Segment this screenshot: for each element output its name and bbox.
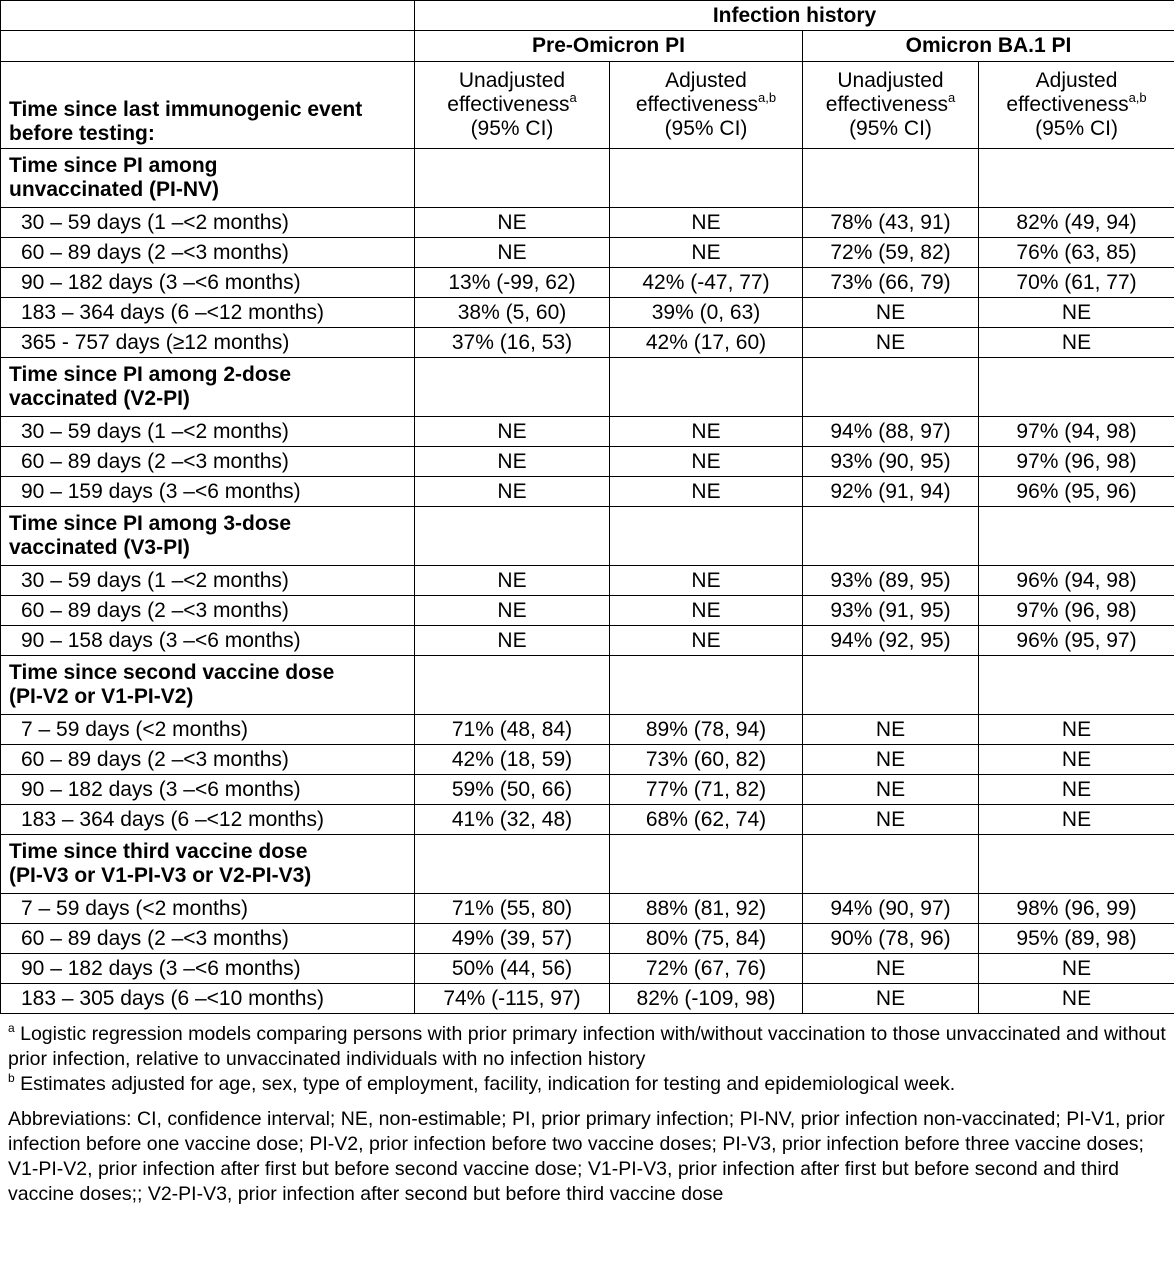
value-cell: 78% (43, 91) bbox=[803, 208, 979, 238]
section-label-line: vaccinated (V3-PI) bbox=[9, 536, 190, 559]
value-cell: 49% (39, 57) bbox=[415, 924, 610, 954]
column-header-line: effectiveness bbox=[447, 93, 570, 116]
row-label: 60 – 89 days (2 –<3 months) bbox=[1, 238, 415, 268]
value-cell: NE bbox=[979, 328, 1174, 358]
abbreviations: Abbreviations: CI, confidence interval; NE, non-estimable; PI, prior primary infection; PI-NV, prior infection non-vaccinated; PI-V1, prior infection before one vaccine dose; PI-V2, prior infection before two vaccine doses; PI-V3, prior infection before three vaccine doses; V1-PI-V2, prior infection after first but before second vaccine dose; V1-PI-V3, prior infection after first but before second and third vaccine doses;; V2-PI-V3, prior infection after second but before third vaccine dose bbox=[8, 1108, 1165, 1205]
table-row bbox=[1, 715, 1174, 745]
section-label bbox=[1, 656, 415, 715]
row-label: 30 – 59 days (1 –<2 months) bbox=[1, 417, 415, 447]
empty-cell bbox=[803, 358, 979, 417]
row-label: 7 – 59 days (<2 months) bbox=[1, 715, 415, 745]
value-cell: NE bbox=[610, 208, 803, 238]
column-header-line: Unadjusted bbox=[458, 69, 566, 92]
value-cell: 95% (89, 98) bbox=[979, 924, 1174, 954]
infection-history-header: Infection history bbox=[415, 1, 1174, 31]
empty-cell bbox=[415, 149, 610, 208]
value-cell: 94% (92, 95) bbox=[803, 626, 979, 656]
row-label: 60 – 89 days (2 –<3 months) bbox=[1, 924, 415, 954]
value-cell: NE bbox=[979, 984, 1174, 1014]
value-cell: NE bbox=[610, 477, 803, 507]
value-cell: 82% (49, 94) bbox=[979, 208, 1174, 238]
table-row bbox=[1, 894, 1174, 924]
empty-cell bbox=[803, 656, 979, 715]
value-cell: NE bbox=[610, 417, 803, 447]
value-cell: 13% (-99, 62) bbox=[415, 268, 610, 298]
empty-cell bbox=[610, 656, 803, 715]
value-cell: 93% (89, 95) bbox=[803, 566, 979, 596]
section-row bbox=[1, 656, 1174, 715]
row-label: 60 – 89 days (2 –<3 months) bbox=[1, 745, 415, 775]
value-cell: NE bbox=[415, 566, 610, 596]
value-cell: NE bbox=[803, 805, 979, 835]
empty-cell bbox=[803, 507, 979, 566]
footnote-mark: a bbox=[947, 90, 956, 105]
section-row bbox=[1, 835, 1174, 894]
section-label-line: Time since PI among 3-dose bbox=[9, 512, 292, 535]
empty-cell bbox=[610, 358, 803, 417]
empty-cell bbox=[979, 507, 1174, 566]
value-cell: 96% (95, 97) bbox=[979, 626, 1174, 656]
footnote-text: Logistic regression models comparing persons with prior primary infection with/without vaccination to those unvaccinated and without prior infection, relative to unvaccinated individuals with no infection history bbox=[8, 1023, 1166, 1070]
row-label: 183 – 305 days (6 –<10 months) bbox=[1, 984, 415, 1014]
row-label: 365 - 757 days (≥12 months) bbox=[1, 328, 415, 358]
value-cell: 73% (60, 82) bbox=[610, 745, 803, 775]
table-row bbox=[1, 775, 1174, 805]
value-cell: NE bbox=[415, 447, 610, 477]
value-cell: 94% (88, 97) bbox=[803, 417, 979, 447]
table-row bbox=[1, 298, 1174, 328]
value-cell: 72% (67, 76) bbox=[610, 954, 803, 984]
section-label bbox=[1, 358, 415, 417]
section-label bbox=[1, 149, 415, 208]
corner-blank-2 bbox=[1, 31, 415, 62]
value-cell: NE bbox=[610, 566, 803, 596]
table-row bbox=[1, 417, 1174, 447]
empty-cell bbox=[979, 835, 1174, 894]
section-row bbox=[1, 149, 1174, 208]
section-label-line: Time since PI among 2-dose bbox=[9, 363, 292, 386]
value-cell: 38% (5, 60) bbox=[415, 298, 610, 328]
value-cell: 97% (96, 98) bbox=[979, 596, 1174, 626]
footnote-mark: a bbox=[569, 90, 577, 105]
value-cell: 50% (44, 56) bbox=[415, 954, 610, 984]
column-header bbox=[415, 62, 610, 149]
column-header-line: (95% CI) bbox=[470, 117, 554, 140]
empty-cell bbox=[979, 656, 1174, 715]
column-header-line: (95% CI) bbox=[1035, 117, 1118, 140]
value-cell: 41% (32, 48) bbox=[415, 805, 610, 835]
row-label: 30 – 59 days (1 –<2 months) bbox=[1, 208, 415, 238]
row-label: 90 – 182 days (3 –<6 months) bbox=[1, 775, 415, 805]
column-header bbox=[979, 62, 1174, 149]
value-cell: NE bbox=[803, 745, 979, 775]
value-cell: NE bbox=[415, 596, 610, 626]
footnote-mark: a,b bbox=[1128, 90, 1147, 105]
section-row bbox=[1, 358, 1174, 417]
row-label: 7 – 59 days (<2 months) bbox=[1, 894, 415, 924]
value-cell: NE bbox=[610, 447, 803, 477]
value-cell: 92% (91, 94) bbox=[803, 477, 979, 507]
value-cell: NE bbox=[610, 626, 803, 656]
value-cell: 68% (62, 74) bbox=[610, 805, 803, 835]
value-cell: 37% (16, 53) bbox=[415, 328, 610, 358]
row-label: 90 – 158 days (3 –<6 months) bbox=[1, 626, 415, 656]
footnote-mark: b bbox=[8, 1071, 15, 1085]
row-label: 60 – 89 days (2 –<3 months) bbox=[1, 447, 415, 477]
empty-cell bbox=[415, 358, 610, 417]
footnote-b bbox=[8, 1072, 1166, 1097]
column-header bbox=[803, 62, 979, 149]
value-cell: NE bbox=[415, 208, 610, 238]
value-cell: NE bbox=[979, 298, 1174, 328]
table-row bbox=[1, 208, 1174, 238]
table-row bbox=[1, 924, 1174, 954]
value-cell: 72% (59, 82) bbox=[803, 238, 979, 268]
value-cell: 42% (17, 60) bbox=[610, 328, 803, 358]
value-cell: 97% (96, 98) bbox=[979, 447, 1174, 477]
table-row bbox=[1, 626, 1174, 656]
value-cell: NE bbox=[803, 984, 979, 1014]
column-header bbox=[610, 62, 803, 149]
value-cell: 76% (63, 85) bbox=[979, 238, 1174, 268]
value-cell: NE bbox=[979, 775, 1174, 805]
table-row bbox=[1, 805, 1174, 835]
column-header-line: (95% CI) bbox=[664, 117, 748, 140]
value-cell: 90% (78, 96) bbox=[803, 924, 979, 954]
value-cell: NE bbox=[979, 745, 1174, 775]
value-cell: 42% (18, 59) bbox=[415, 745, 610, 775]
table-row bbox=[1, 477, 1174, 507]
section-label-line: Time since PI among bbox=[9, 154, 218, 177]
value-cell: NE bbox=[979, 805, 1174, 835]
column-header-line: Unadjusted bbox=[837, 69, 944, 92]
value-cell: 82% (-109, 98) bbox=[610, 984, 803, 1014]
value-cell: NE bbox=[979, 954, 1174, 984]
table-row bbox=[1, 954, 1174, 984]
empty-cell bbox=[610, 149, 803, 208]
value-cell: 59% (50, 66) bbox=[415, 775, 610, 805]
empty-cell bbox=[610, 507, 803, 566]
value-cell: NE bbox=[979, 715, 1174, 745]
empty-cell bbox=[415, 835, 610, 894]
empty-cell bbox=[979, 358, 1174, 417]
empty-cell bbox=[803, 149, 979, 208]
value-cell: NE bbox=[803, 775, 979, 805]
value-cell: 94% (90, 97) bbox=[803, 894, 979, 924]
column-header-line: effectiveness bbox=[825, 93, 948, 116]
footnote-mark: a,b bbox=[758, 90, 777, 105]
section-label bbox=[1, 835, 415, 894]
value-cell: 93% (90, 95) bbox=[803, 447, 979, 477]
empty-cell bbox=[415, 656, 610, 715]
table-row bbox=[1, 447, 1174, 477]
section-label bbox=[1, 507, 415, 566]
value-cell: 74% (-115, 97) bbox=[415, 984, 610, 1014]
section-row bbox=[1, 507, 1174, 566]
column-header-line: (95% CI) bbox=[849, 117, 932, 140]
value-cell: 93% (91, 95) bbox=[803, 596, 979, 626]
corner-label: Time since last immunogenic event before testing: bbox=[1, 62, 415, 149]
value-cell: 88% (81, 92) bbox=[610, 894, 803, 924]
value-cell: NE bbox=[415, 626, 610, 656]
value-cell: NE bbox=[803, 328, 979, 358]
value-cell: NE bbox=[415, 477, 610, 507]
value-cell: 97% (94, 98) bbox=[979, 417, 1174, 447]
section-label-line: (PI-V2 or V1-PI-V2) bbox=[9, 685, 194, 708]
section-label-line: Time since second vaccine dose bbox=[9, 661, 335, 684]
value-cell: NE bbox=[610, 238, 803, 268]
section-label-line: vaccinated (V2-PI) bbox=[9, 387, 190, 410]
row-label: 90 – 182 days (3 –<6 months) bbox=[1, 954, 415, 984]
footnote-a bbox=[8, 1022, 1166, 1072]
value-cell: 77% (71, 82) bbox=[610, 775, 803, 805]
section-label-line: (PI-V3 or V1-PI-V3 or V2-PI-V3) bbox=[9, 864, 312, 887]
table-row bbox=[1, 984, 1174, 1014]
section-label-line: Time since third vaccine dose bbox=[9, 840, 308, 863]
value-cell: NE bbox=[610, 596, 803, 626]
empty-cell bbox=[803, 835, 979, 894]
value-cell: NE bbox=[803, 715, 979, 745]
row-label: 30 – 59 days (1 –<2 months) bbox=[1, 566, 415, 596]
value-cell: 73% (66, 79) bbox=[803, 268, 979, 298]
column-header-line: Adjusted bbox=[665, 69, 747, 92]
row-label: 183 – 364 days (6 –<12 months) bbox=[1, 298, 415, 328]
section-label-line: unvaccinated (PI-NV) bbox=[9, 178, 220, 201]
table-body bbox=[1, 149, 1174, 1014]
value-cell: NE bbox=[803, 298, 979, 328]
empty-cell bbox=[979, 149, 1174, 208]
column-header-line: effectiveness bbox=[635, 93, 759, 116]
group-header-pre-omicron: Pre-Omicron PI bbox=[415, 31, 803, 62]
value-cell: 39% (0, 63) bbox=[610, 298, 803, 328]
value-cell: 42% (-47, 77) bbox=[610, 268, 803, 298]
value-cell: 71% (48, 84) bbox=[415, 715, 610, 745]
value-cell: 96% (95, 96) bbox=[979, 477, 1174, 507]
row-label: 183 – 364 days (6 –<12 months) bbox=[1, 805, 415, 835]
table-row bbox=[1, 328, 1174, 358]
row-label: 90 – 159 days (3 –<6 months) bbox=[1, 477, 415, 507]
value-cell: 98% (96, 99) bbox=[979, 894, 1174, 924]
value-cell: 89% (78, 94) bbox=[610, 715, 803, 745]
value-cell: 80% (75, 84) bbox=[610, 924, 803, 954]
footnote-mark: a bbox=[8, 1021, 15, 1035]
table-row bbox=[1, 238, 1174, 268]
table-row bbox=[1, 596, 1174, 626]
value-cell: 70% (61, 77) bbox=[979, 268, 1174, 298]
empty-cell bbox=[610, 835, 803, 894]
value-cell: NE bbox=[415, 238, 610, 268]
empty-cell bbox=[415, 507, 610, 566]
table-row bbox=[1, 745, 1174, 775]
table-row bbox=[1, 268, 1174, 298]
corner-blank bbox=[1, 1, 415, 31]
row-label: 60 – 89 days (2 –<3 months) bbox=[1, 596, 415, 626]
value-cell: NE bbox=[415, 417, 610, 447]
table-notes bbox=[0, 1014, 1174, 1207]
value-cell: NE bbox=[803, 954, 979, 984]
row-label: 90 – 182 days (3 –<6 months) bbox=[1, 268, 415, 298]
value-cell: 71% (55, 80) bbox=[415, 894, 610, 924]
group-header-omicron: Omicron BA.1 PI bbox=[803, 31, 1174, 62]
table-row bbox=[1, 566, 1174, 596]
footnote-text: Estimates adjusted for age, sex, type of employment, facility, indication for testing and epidemiological week. bbox=[14, 1073, 956, 1095]
column-header-line: Adjusted bbox=[1035, 69, 1118, 92]
value-cell: 96% (94, 98) bbox=[979, 566, 1174, 596]
column-header-line: effectiveness bbox=[1006, 93, 1129, 116]
